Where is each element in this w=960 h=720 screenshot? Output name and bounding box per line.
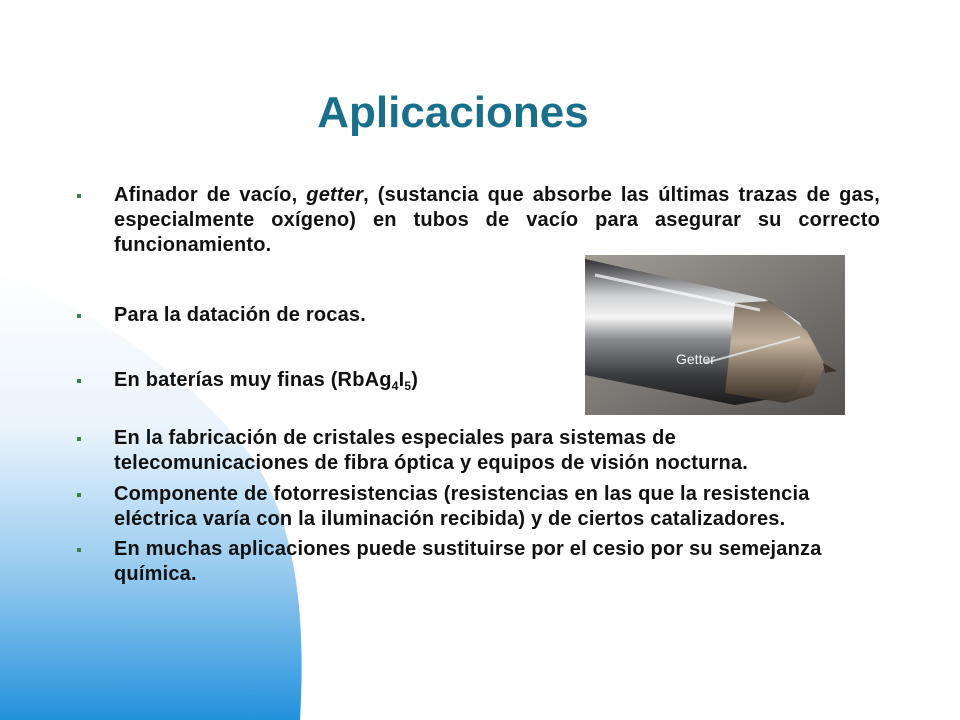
bullet-marker-icon (77, 493, 81, 497)
slide-title: Aplicaciones (317, 88, 589, 137)
vacuum-tube-image (585, 255, 845, 415)
bullet-text-end: ) (411, 369, 419, 391)
bullet-cesium (72, 537, 876, 587)
bullet-getter (72, 183, 880, 258)
bullet-photoresistors (72, 482, 876, 532)
bullet-crystals (72, 426, 876, 476)
bullet-text: Componente de fotorresistencias (resistencias en las que la resistencia eléctrica varía con la iluminación recibida) y de ciertos catalizadores. (114, 483, 810, 530)
bullet-marker-icon (77, 314, 81, 318)
bullet-text: Para la datación de rocas. (114, 304, 366, 326)
formula-subscript: 4 (391, 379, 399, 393)
bullet-marker-icon (77, 194, 81, 198)
formula-subscript: 5 (404, 379, 412, 393)
formula-iodine: I (398, 369, 405, 391)
bullet-marker-icon (77, 379, 81, 383)
getter-image-label: Getter (676, 351, 715, 367)
bullet-text: En muchas aplicaciones puede sustituirse por el cesio por su semejanza química. (114, 538, 822, 585)
bullet-text: En la fabricación de cristales especiales para sistemas de telecomunicaciones de fibra óptica y equipos de visión nocturna. (114, 427, 749, 474)
bullet-marker-icon (77, 548, 81, 552)
bullet-text-end: , (sustancia que absorbe las últimas trazas de gas, especialmente oxígeno) en tubos de vacío para asegurar su correcto funcionamiento. (114, 184, 880, 256)
bullet-text-start: En baterías muy finas (RbAg (114, 369, 392, 391)
bullet-emphasis: getter (306, 184, 364, 206)
bullet-text-start: Afinador de vacío, (114, 184, 307, 206)
getter-tube-photo (585, 255, 845, 415)
bullet-marker-icon (77, 437, 81, 441)
